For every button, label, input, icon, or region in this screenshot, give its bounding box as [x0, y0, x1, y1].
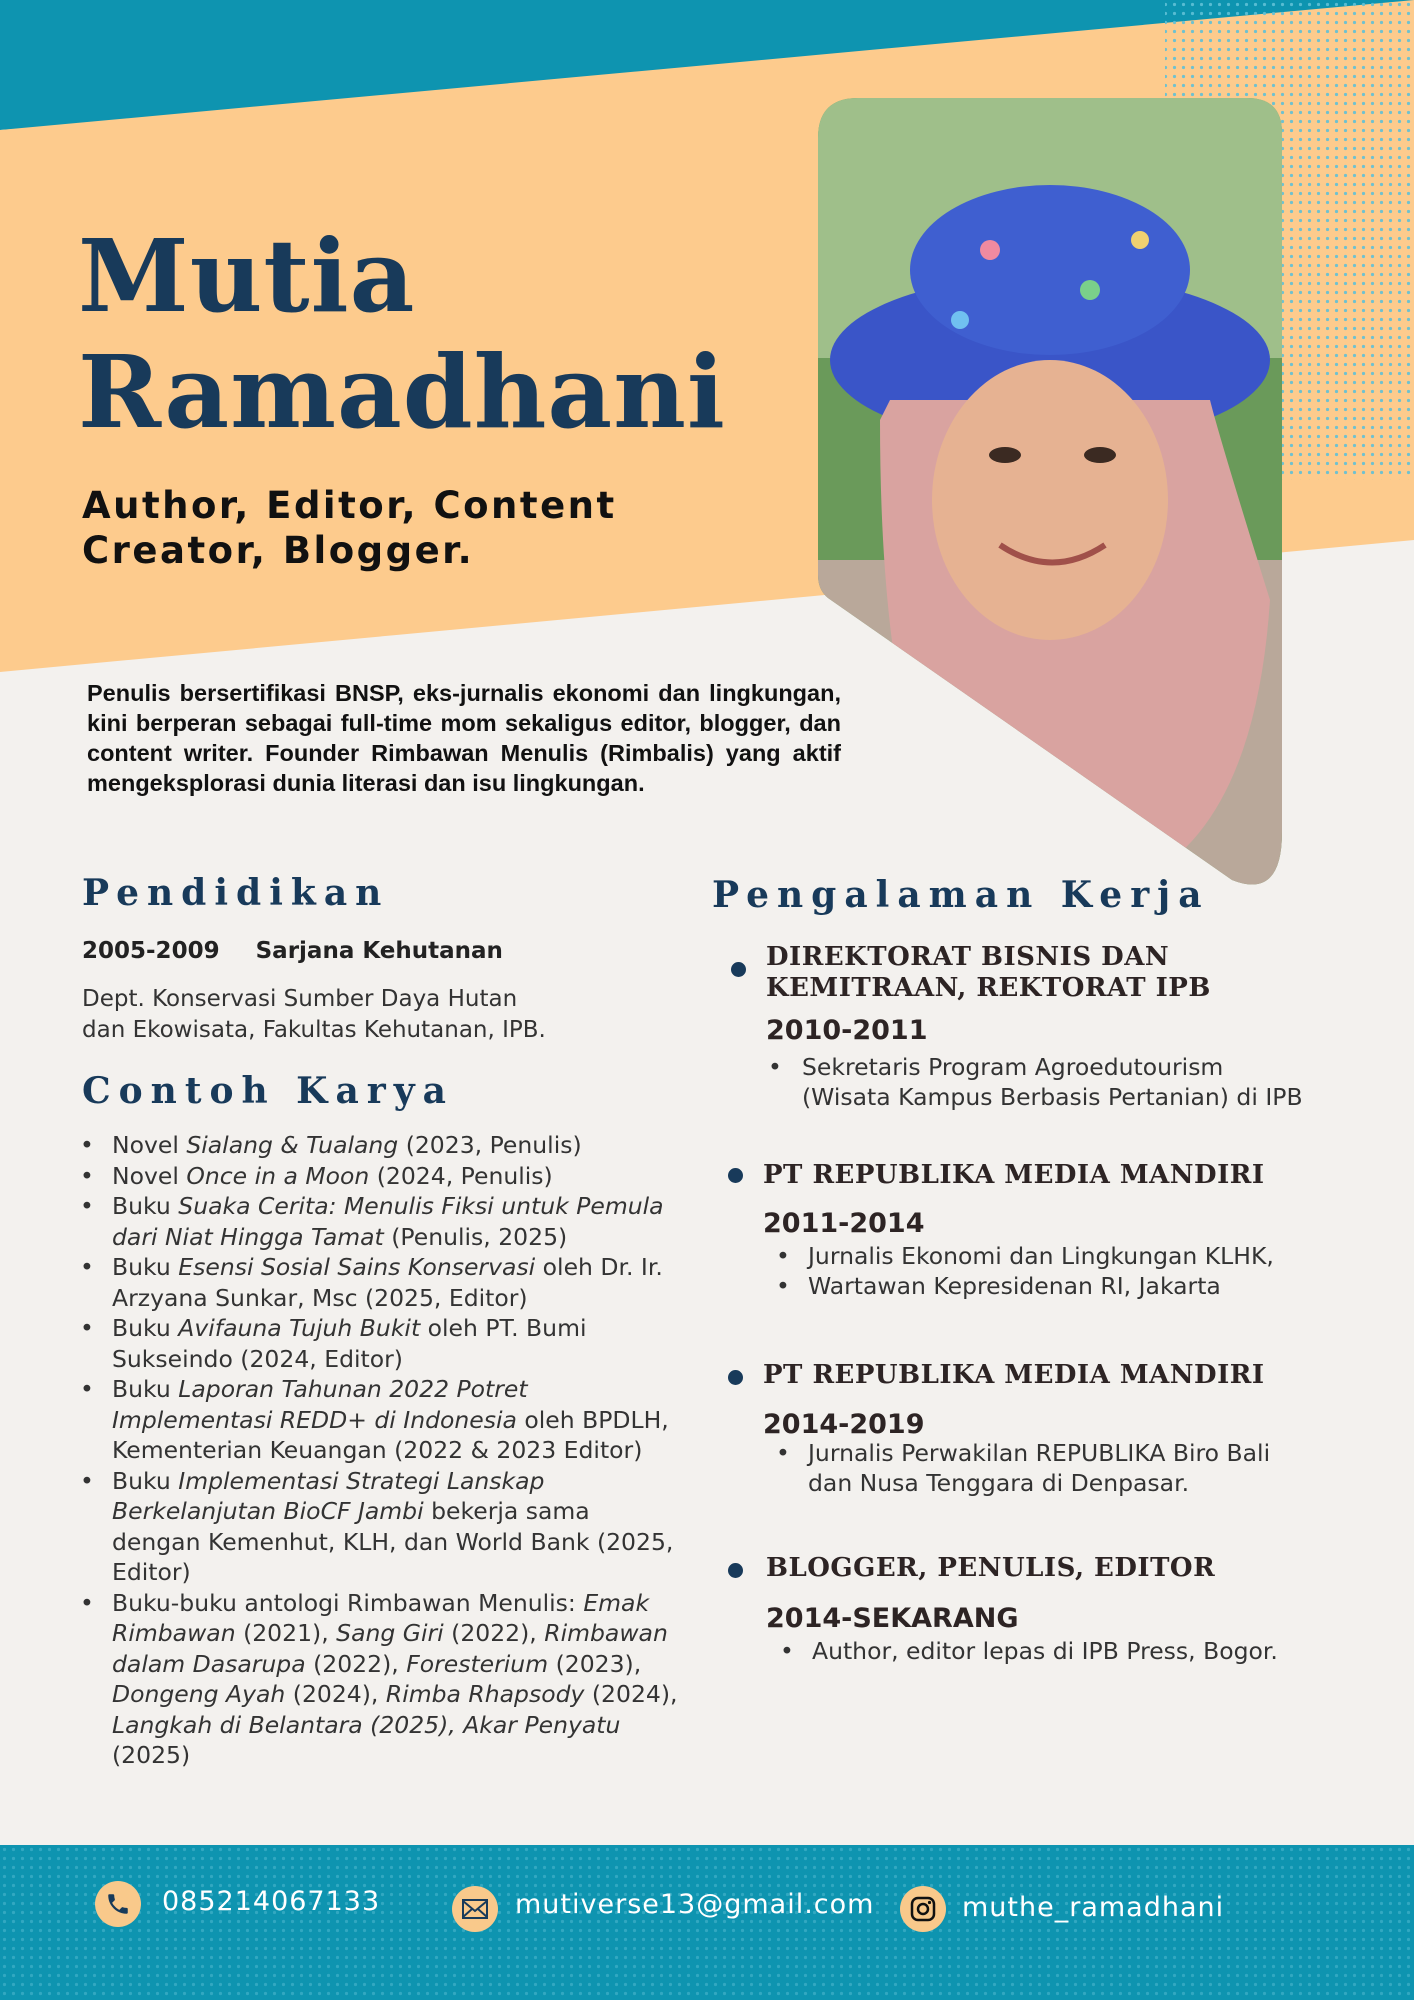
- first-name: Mutia: [78, 217, 416, 335]
- work-title: Foresterium: [406, 1649, 549, 1678]
- bullet: •: [80, 1131, 94, 1159]
- work-text: Buku: [112, 1192, 179, 1220]
- instagram-handle[interactable]: muthe_ramadhani: [962, 1892, 1225, 1923]
- bullet: •: [80, 1375, 94, 1403]
- works-list-item: [80, 1252, 680, 1313]
- instagram-icon: [900, 1886, 946, 1932]
- works-list-item: [80, 1161, 680, 1192]
- work-text: Buku: [112, 1314, 179, 1342]
- education-degree: Sarjana Kehutanan: [255, 938, 503, 964]
- experience-title: Pengalaman Kerja: [712, 874, 1210, 916]
- bullet: •: [80, 1161, 94, 1190]
- job-desc-item: • Author, editor lepas di IPB Press, Bogor.: [780, 1637, 1278, 1665]
- work-text: (2024, Penulis): [369, 1161, 553, 1190]
- bullet: •: [80, 1466, 94, 1495]
- work-text: Novel: [112, 1161, 187, 1190]
- bullet: •: [80, 1314, 94, 1342]
- work-text: (2024),: [584, 1680, 678, 1708]
- job-years: 2011-2014: [763, 1208, 925, 1239]
- tagline-line-1: Author, Editor, Content: [82, 484, 617, 527]
- works-list-item: [80, 1374, 680, 1466]
- work-title: Suaka Cerita: Menulis Fiksi untuk Pemula dari Niat Hingga Tamat: [112, 1192, 664, 1251]
- job-bullet: [728, 1370, 743, 1385]
- job-bullet: [728, 1168, 743, 1183]
- work-title: Esensi Sosial Sains Konservasi: [178, 1253, 536, 1281]
- phone-number[interactable]: 085214067133: [162, 1886, 381, 1917]
- job-desc-item-continuation: (Wisata Kampus Berbasis Pertanian) di IPB: [802, 1083, 1303, 1111]
- works-list-item: [80, 1588, 680, 1771]
- mail-icon: [452, 1886, 498, 1932]
- work-text: (2022),: [305, 1649, 407, 1678]
- work-title: Once in a Moon: [186, 1161, 370, 1190]
- work-text: Novel: [112, 1131, 187, 1159]
- work-title: Sang Giri: [336, 1619, 444, 1647]
- job-title: [766, 942, 1211, 1004]
- works-list: [80, 1130, 680, 1771]
- work-title: Avifauna Tujuh Bukit: [178, 1314, 421, 1342]
- education-line: [82, 938, 503, 964]
- job-desc-item: • Jurnalis Perwakilan REPUBLIKA Biro Bali: [776, 1439, 1271, 1467]
- job-title-line-2: KEMITRAAN, REKTORAT IPB: [766, 973, 1211, 1003]
- work-title: Rimba Rhapsody: [385, 1680, 585, 1708]
- work-title: Sialang & Tualang: [186, 1131, 399, 1159]
- education-years: 2005-2009: [82, 938, 220, 964]
- job-description: [780, 1636, 1278, 1666]
- work-text: (Penulis, 2025): [383, 1222, 568, 1251]
- profile-photo: [818, 98, 1282, 900]
- works-title: Contoh Karya: [82, 1070, 455, 1112]
- work-title: Dongeng Ayah: [112, 1680, 286, 1708]
- work-text: (2021),: [235, 1619, 337, 1647]
- work-text: bekerja sama dengan Kemenhut, KLH, dan World Bank (2025, Editor): [112, 1497, 674, 1586]
- job-description: [768, 1052, 1303, 1112]
- work-text: oleh Dr. Ir. Arzyana Sunkar, Msc (2025, Editor): [112, 1253, 663, 1312]
- work-text: oleh BPDLH, Kementerian Keuangan (2022 & 2023 Editor): [112, 1405, 669, 1464]
- job-years: 2010-2011: [766, 1015, 928, 1046]
- works-list-item: [80, 1130, 680, 1161]
- works-list-item: [80, 1191, 680, 1252]
- job-desc-item: • Jurnalis Ekonomi dan Lingkungan KLHK,: [776, 1242, 1274, 1270]
- bio-text: Penulis bersertifikasi BNSP, eks-jurnalis ekonomi dan lingkungan, kini berperan sebagai full-time mom sekaligus editor, blogger, dan content writer. Founder Rimbawan Menulis (Rimbalis) yang aktif mengeksplorasi dunia literasi dan isu lingkungan.: [87, 680, 841, 796]
- education-dept: [82, 984, 546, 1046]
- work-text: Buku: [112, 1375, 179, 1403]
- work-text: Buku: [112, 1466, 179, 1495]
- job-desc-item: • Sekretaris Program Agroedutourism: [768, 1053, 1224, 1081]
- job-desc-item: • Wartawan Kepresidenan RI, Jakarta: [776, 1272, 1221, 1300]
- phone-icon: [95, 1881, 141, 1927]
- bullet: •: [80, 1253, 94, 1281]
- education-dept-line-1: Dept. Konservasi Sumber Daya Hutan: [82, 986, 518, 1012]
- tagline-line-2: Creator, Blogger.: [82, 529, 475, 572]
- job-bullet: [728, 1563, 743, 1578]
- job-title: PT REPUBLIKA MEDIA MANDIRI: [763, 1160, 1265, 1190]
- bullet: •: [80, 1192, 94, 1220]
- job-title-line-1: DIREKTORAT BISNIS DAN: [766, 942, 1170, 972]
- job-desc-item-continuation: dan Nusa Tenggara di Denpasar.: [808, 1469, 1190, 1497]
- work-text: (2022),: [443, 1619, 545, 1647]
- work-text: oleh PT. Bumi Sukseindo (2024, Editor): [112, 1314, 587, 1373]
- job-description: [776, 1438, 1270, 1498]
- last-name: Ramadhani: [78, 333, 726, 451]
- bullet: •: [80, 1588, 94, 1617]
- work-title: Laporan Tahunan 2022 Potret Implementasi REDD+ di Indonesia: [112, 1375, 528, 1434]
- job-title: BLOGGER, PENULIS, EDITOR: [766, 1553, 1216, 1583]
- work-text: (2023, Penulis): [398, 1131, 582, 1159]
- work-text: (2024),: [285, 1680, 386, 1708]
- work-title: Emak Rimbawan: [112, 1588, 650, 1647]
- work-title: Langkah di Belantara (2025), Akar Penyatu: [112, 1710, 621, 1739]
- work-text: Buku-buku antologi Rimbawan Menulis:: [112, 1588, 584, 1617]
- job-years: 2014-2019: [763, 1409, 925, 1440]
- job-title: PT REPUBLIKA MEDIA MANDIRI: [763, 1360, 1265, 1390]
- job-bullet: [731, 962, 746, 977]
- email-address[interactable]: mutiverse13@gmail.com: [515, 1889, 875, 1920]
- education-dept-line-2: dan Ekowisata, Fakultas Kehutanan, IPB.: [82, 1017, 546, 1043]
- education-title: Pendidikan: [82, 872, 390, 914]
- work-title: Rimbawan dalam Dasarupa: [112, 1619, 668, 1678]
- work-text: (2025): [112, 1741, 191, 1769]
- work-text: Buku: [112, 1253, 179, 1281]
- work-text: (2023),: [548, 1649, 642, 1678]
- job-years: 2014-SEKARANG: [766, 1603, 1019, 1634]
- job-description: [776, 1241, 1274, 1301]
- works-list-item: [80, 1466, 680, 1588]
- work-title: Implementasi Strategi Lanskap Berkelanjutan BioCF Jambi: [112, 1466, 545, 1525]
- works-list-item: [80, 1313, 680, 1374]
